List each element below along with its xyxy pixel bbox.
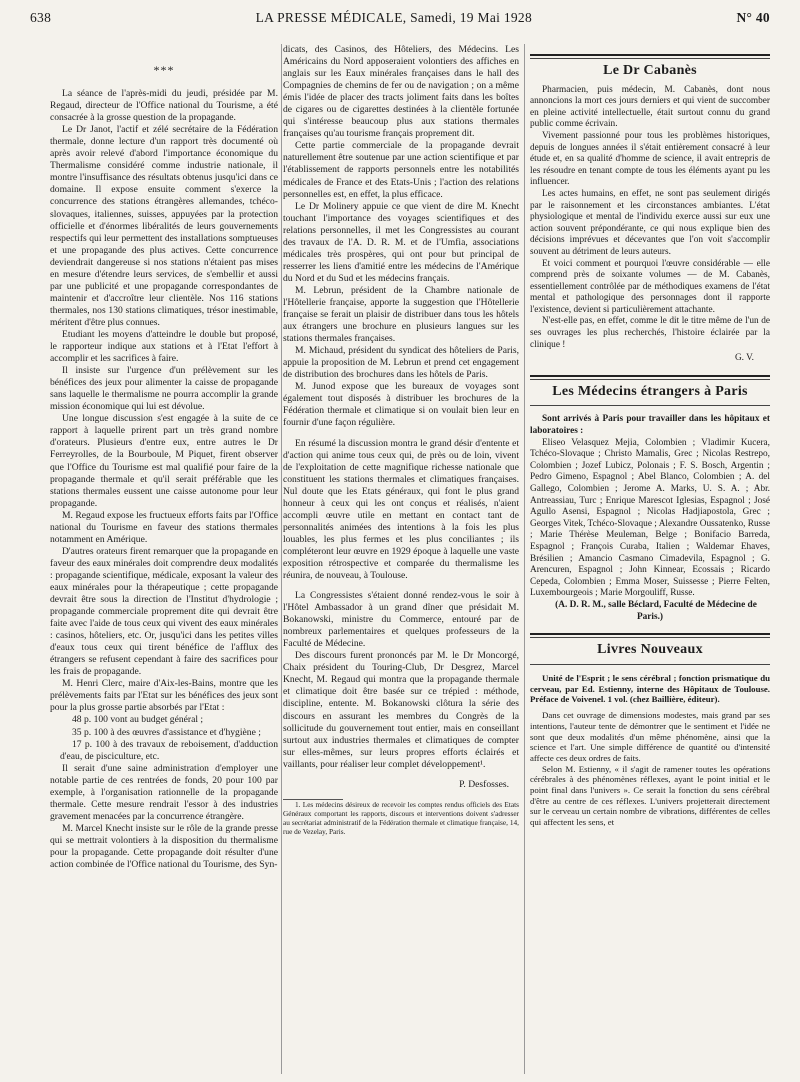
section-title: Les Médecins étrangers à Paris (552, 383, 748, 399)
paragraph: M. Henri Clerc, maire d'Aix-les-Bains, montre que les prélèvements faits par l'Etat sur les bénéfices des jeux sont pour la plus grosse partie absorbés par l'Etat : (50, 678, 278, 714)
paragraph: La Congressistes s'étaient donné rendez-vous le soir à l'Hôtel Ambassador à un grand dîner que présidait M. Bokanowski, ministre du Commerce, entouré par de nombreux parlementaires et quelques professeurs de la Faculté de Médecine. (283, 590, 519, 650)
book-title: Unité de l'Esprit ; le sens cérébral ; fonction prismatique du cerveau, par Ed. Estienny, interne des Hôpitaux de Toulouse. Préface de Voivenel. 1 vol. (chez Baillière, éditeur). (530, 672, 770, 705)
paragraph: M. Marcel Knecht insiste sur le rôle de la grande presse qui se mettrait volontiers à la disposition du thermalisme pour la propagande. Cette propagande doit résulter d'une action combinée de l'Office national du Tourisme, des Syn- (50, 822, 278, 871)
medecins-section (530, 375, 770, 623)
section-rule (530, 375, 770, 377)
paragraph: D'autres orateurs firent remarquer que la propagande en faveur des eaux minérales doit comprendre deux modalités : propagande scientifique, médicale, exposant la valeur des eaux minérales pour la thérapeutique ; cette propagande devrait être sous la direction de l'Institut d'hydrologie ; propagande commerciale proprement dite qui devrait être faite avec l'aide de tous ceux qui vivent des eaux minérales : casinos, hôteliers, etc. Or, jusqu'ici dans les petites villes d'eaux tous ceux qui tirent bénéfice de l'afflux des étrangers se refusent cependant à faire des sacrifices pour les frais de propagande. (50, 545, 278, 678)
section-rule (530, 633, 770, 635)
paragraph: Les actes humains, en effet, ne sont pas seulement dirigés par le raisonnement et les circonstances ambiantes. L'état physiologique et mental de l'individu exerce aussi sur eux une action souvent prépondérante, ce qui nous explique bien des décisions imprévues et décevantes que l'on voit s'accomplir souvent au détriment de leurs auteurs. (530, 188, 770, 257)
issue-number: N° 40 (736, 10, 770, 25)
column-2 (283, 44, 519, 836)
paragraph: Dans cet ouvrage de dimensions modestes, mais grand par ses intentions, l'auteur tente de démontrer que le sentiment et l'idée ne sont que deux modalités d'un même phénomène, ainsi que la science et l'art. Une simple différence de quantité ou d'intensité affecte ces deux ordres de faits. (530, 710, 770, 763)
paragraph: Cette partie commerciale de la propagande devrait naturellement être soutenue par une action scientifique et par l'établissement de rapports personnels entre les notabilités médicales de France et des Etats-Unis ; l'action des relations personnelles est, en effet, la plus efficace. (283, 140, 519, 200)
paragraph: Vivement passionné pour tous les problèmes historiques, depuis de longues années il s'était entièrement consacré à leur étude et, en sa qualité d'homme de science, il avait entrepris de les résoudre en tenant compte de tous les éléments ayant pu les influencer. (530, 130, 770, 188)
section-title: Livres Nouveaux (597, 642, 703, 658)
lead-paragraph: Sont arrivés à Paris pour travailler dans les hôpitaux et laboratoires : (530, 414, 770, 437)
paragraph: M. Junod expose que les bureaux de voyages sont également tout disposés à distribuer les brochures de la Fédération thermale et climatique si on voulait bien leur en fournir d'une façon régulière. (283, 381, 519, 429)
section-rule (530, 54, 770, 59)
list-item: 48 p. 100 vont au budget général ; (72, 714, 204, 726)
list-item: 17 p. 100 à des travaux de reboisement, d'adduction d'eau, de pisciculture, etc. (60, 738, 278, 762)
paragraph: Et voici comment et pourquoi l'œuvre considérable — elle comprend près de soixante volumes — de M. Cabanès, essentiellement contrôlée par de méthodiques examens de l'état mental et pathologique des personnages dont il rapporte l'existence, devient si particulièrement attachante. (530, 258, 770, 315)
section-rule (530, 379, 770, 380)
paragraph: Selon M. Estienny, « il s'agit de ramener toutes les opérations cérébrales à des phénomènes réflexes, ayant le point initial et le point final dans l'univers ». Ce serait la fonction du sens cérébral d'être au centre de ces réflexes. L'univers projetterait directement sur le cerveau un certain nombre de vibrations, différentes de celles qui affectent les sens, et (530, 763, 770, 828)
section-asterism: *** (153, 63, 175, 77)
livres-section (530, 633, 770, 828)
paragraph: Etudiant les moyens d'atteindre le double but proposé, le rapporteur indique aux stations et à l'Etat l'effort à accomplir et les sacrifices à faire. (50, 328, 278, 365)
paragraph: dicats, des Casinos, des Hôteliers, des Médecins. Les Américains du Nord apposeraient volontiers des affiches en anglais sur les Eaux minérales françaises dans le hall des Compagnies de chemins de fer ou de navigation ; on a même émis l'idée de placer des tracts joliment faits dans les boîtes de cigares ou de cigarettes destinées à la clientèle fortunée qui s'intéresse beaucoup plus aux stations thermales françaises qu'au tourisme français proprement dit. (283, 44, 519, 140)
page-number: 638 (30, 10, 52, 25)
section-title: Le Dr Cabanès (603, 63, 697, 78)
paragraph: Une longue discussion s'est engagée à la suite de ce rapport à laquelle prirent part un très grand nombre d'orateurs. Plusieurs d'entre eux, entre autres le Dr Ferreyrolles, de la Bourboule, M Piquet, firent observer que l'Office du Tourisme est mal qualifié pour faire de la propagande thermale et qu'il serait préférable que les stations thermales eussent une caisse autonome pour leur propagande. (50, 413, 278, 509)
paragraph: Des discours furent prononcés par M. le Dr Moncorgé, Chaix président du Touring-Club, Dr Desgrez, Marcel Knecht, M. Regaud qui montra que la propagande thermale et climatique doit être basée sur ce trépied : méthode, discipline, entente. M. Bokanowski clôtura la série des discours en assurant les membres du Congrès de la sollicitude du gouvernement tout entier, mais en conseillant surtout aux industries thermales et climatiques de compter sur elles-mêmes, sur leurs propres efforts éclairés et vaillants, pour réaliser leur complet développement¹. (283, 650, 519, 770)
paragraph: M. Michaud, président du syndicat des hôteliers de Paris, appuie la proposition de M. Lebrun et prend cet engagement de distribution des brochures dans les hôtels de Paris. (283, 345, 519, 381)
column-1 (50, 44, 278, 871)
section-rule (530, 405, 770, 406)
paragraph: En résumé la discussion montra le grand désir d'entente et d'action qui anime tous ceux qui, de près ou de loin, vivent de l'exploitation de cette magnifique richesse nationale que constituent les stations thermales et climatiques françaises. Nul doute que les Etats généraux, qui font le plus grand honneur à ceux qui les ont conçus et réalisés, n'aient accompli œuvre utile en mettant en contact tant de personnalités animées des intentions à la fois les plus louables, les plus fermes et les plus conciliantes ; ils compléteront leur œuvre en 1929 époque à laquelle une vaste exposition rétrospective et comparée du thermalisme les réunira, de nouveau, à Toulouse. (283, 437, 519, 582)
article-signature: P. Desfosses. (459, 778, 509, 790)
section-rule (530, 664, 770, 665)
paragraph: Il insiste sur l'urgence d'un prélèvement sur les bénéfices des jeux pour alimenter la caisse de propagande sans laquelle le thermalisme ne pourra accomplir la grande mission économique qui lui est dévolue. (50, 365, 278, 413)
page-header (30, 10, 770, 32)
paragraph: Le Dr Janot, l'actif et zélé secrétaire de la Fédération thermale, donne lecture d'un rapport très documenté où après avoir relevé d'abord l'importance économique du Thermalisme considéré comme industrie nationale, il montre l'insuffisance des résultats obtenus jusqu'ici dans ce domaine. Il expose ensuite comment s'exerce la concurrence des stations étrangères allemandes, tchéco-slovaques, italiennes, suisses, appuyées par la protection officielle et d'énormes libéralités de leurs gouvernements respectifs qui leur permettent des installations somptueuses et une propagande des plus actives. Cette concurrence deviendrait dangereuse si nos stations n'étaient pas mises en mesure d'étendre leurs services, de s'embellir et aussi par une publicité et une propagande correspondantes de maintenir et d'accroître leur clientèle. Nos 116 stations thermales, nos 130 stations climatiques, trésor inestimable, méritent d'être plus connues. (50, 124, 278, 328)
paragraph: M. Regaud expose les fructueux efforts faits par l'Office national du Tourisme en faveur des stations thermales notamment en Amérique. (50, 509, 278, 545)
article-signature: G. V. (734, 353, 754, 364)
source-note: (A. D. R. M., salle Béclard, Faculté de Médecine de Paris.) (555, 599, 757, 622)
paragraph: N'est-elle pas, en effet, comme le dit le titre même de l'un de ses ouvrages les plus recherchés, l'histoire éclairée par la clinique ! (530, 316, 770, 350)
paragraph: La séance de l'après-midi du jeudi, présidée par M. Regaud, directeur de l'Office national du Tourisme, a été consacrée à la grosse question de la propagande. (50, 88, 278, 124)
column-separator (281, 44, 282, 1074)
cabanes-section (530, 54, 770, 365)
paragraph: Pharmacien, puis médecin, M. Cabanès, dont nous annoncions la mort ces jours derniers et qui vient de succomber en pleine activité intellectuelle, était surtout connu du grand public comme écrivain. (530, 84, 770, 130)
list-item: 35 p. 100 à des œuvres d'assistance et d'hygiène ; (72, 726, 261, 738)
paragraph: Eliseo Velasquez Mejia, Colombien ; Vladimir Kucera, Tchéco-Slovaque ; Christo Mamalis, Grec ; Nicolas Restrepo, Colombien ; Jozef Lubicz, Polonais ; F. S. Bosch, Argentin ; Pedro Gimeno, Espagnol ; Abel Blanco, Colombien ; A. del Gallego, Colombien ; Jerome A. Marks, U. S. A. ; Abr. Antreassiau, Turc ; Enrique Marescot Iglesias, Espagnol ; José Agullo Asensi, Espagnol ; Nicolas Hadjiapostola, Grec ; Georges Vitek, Tchéco-Slovaque ; Alexandre Oussatenko, Russe ; Marie Thérèse Meuleman, Belge ; Bonifacio Barreda, Espagnol ; François Curaba, Italien ; Waldemar Ehaves, Brésilien ; Amancio Casmano Cimadevila, Espagnol ; G. Arencuren, Espagnol ; John Kinnear, Ecossais ; Ricardo Cepeda, Colombien ; Emma Moser, Suissesse ; Pierre Felten, Luxembourgeois ; Marie Morgouliff, Russe. (530, 437, 770, 599)
paragraph: Le Dr Molinery appuie ce que vient de dire M. Knecht touchant l'importance des voyages scientifiques et des relations personnelles, il met les Congressistes au courant des travaux de l'A. D. R. M. et de l'Umfia, associations médicales très prospères, qui ont pour but principal de resserrer les liens d'amitié entre les médecins de l'Amérique du Nord et du Sud et les médecins français. (283, 200, 519, 284)
section-rule (530, 637, 770, 638)
footnote: 1. Les médecins désireux de recevoir les comptes rendus officiels des Etats Généraux comportant les rapports, discours et interventions doivent s'adresser au secrétariat administratif de la Fédération thermale et climatique française, 14, rue de Vezelay, Paris. (283, 799, 519, 836)
column-separator (524, 44, 525, 1074)
paragraph: M. Lebrun, président de la Chambre nationale de l'Hôtellerie française, apporte la suggestion que l'Hôtellerie française se ferait un plaisir de distribuer dans tous les hôtels aux étrangers une brochure en plusieurs langues sur les stations thermales françaises. (283, 284, 519, 345)
column-3 (530, 54, 770, 828)
paragraph: Il serait d'une saine administration d'employer une notable partie de ces rentrées de fonds, 20 pour 100 par exemple, à l'organisation rationnelle de la propagande thermale. Cette mesure rendrait l'essor à des industries gravement menacées par la concurrence étrangère. (50, 762, 278, 822)
journal-title: LA PRESSE MÉDICALE, Samedi, 19 Mai 1928 (255, 10, 533, 25)
